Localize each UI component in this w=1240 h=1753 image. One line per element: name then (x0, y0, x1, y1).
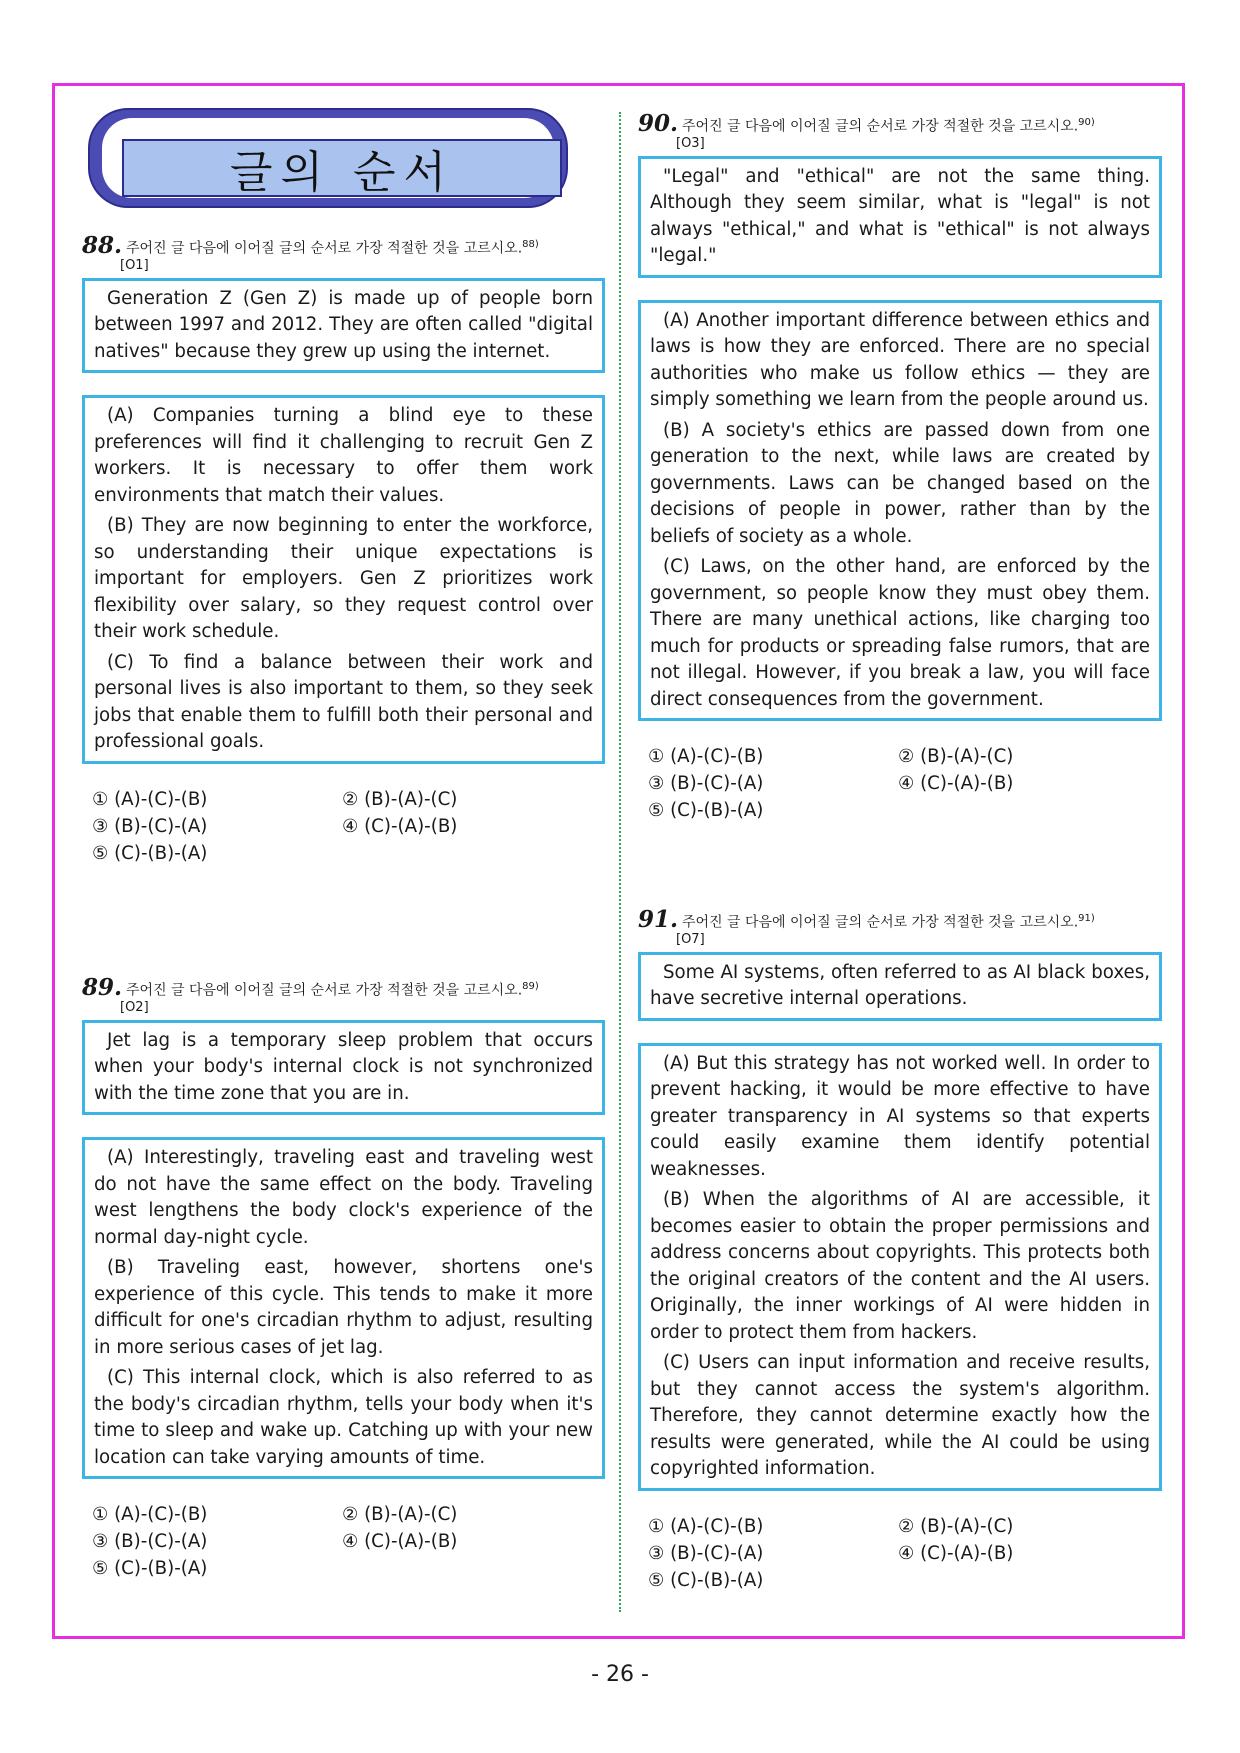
question-number: 90. (638, 109, 679, 137)
paragraph-c: (C) This internal clock, which is also referred to as the body's circadian rhythm, tells your body when it's time to sleep and wake up. Catching up with your new location can take varying amounts of time. (94, 1367, 593, 1468)
question-header (638, 905, 1162, 948)
answer-options (82, 786, 605, 867)
option-5[interactable]: ⑤ (C)-(B)-(A) (648, 800, 764, 822)
paragraph-c: (C) To find a balance between their work and personal lives is also important to them, so they seek jobs that enable them to fulfill both their personal and professional goals. (94, 651, 593, 753)
section-title: 글의 순서 (229, 147, 454, 198)
option-3[interactable]: ③ (B)-(C)-(A) (92, 815, 208, 837)
question-instruction: 주어진 글 다음에 이어질 글의 순서로 가장 적절한 것을 고르시오. (682, 118, 1079, 135)
option-2[interactable]: ② (B)-(A)-(C) (898, 1515, 1014, 1537)
answer-options (82, 1501, 605, 1582)
question-90 (638, 109, 1162, 824)
question-number: 89. (82, 973, 123, 1001)
question-instruction: 주어진 글 다음에 이어질 글의 순서로 가장 적절한 것을 고르시오. (126, 982, 523, 999)
question-tag: [O1] (120, 257, 149, 273)
option-2[interactable]: ② (B)-(A)-(C) (898, 746, 1014, 768)
paragraph-box (638, 300, 1162, 722)
option-5[interactable]: ⑤ (C)-(B)-(A) (92, 842, 208, 864)
paragraph-a: (A) Another important difference between ethics and laws is how they are enforced. There are no special authorities who make us follow ethics — they are simply something we learn from the people around us. (650, 309, 1150, 411)
question-89 (82, 973, 605, 1582)
paragraph-b: (B) Traveling east, however, shortens one's experience of this cycle. This tends to make it more difficult for one's circadian rhythm to adjust, resulting in more serious cases of jet lag. (94, 1257, 593, 1358)
question-header (82, 973, 605, 1016)
question-number: 88. (82, 231, 123, 259)
given-passage (638, 952, 1162, 1021)
answer-options (638, 1513, 1162, 1594)
given-text: Generation Z (Gen Z) is made up of people born between 1997 and 2012. They are often called "digital natives" because they grew up using the internet. (94, 287, 593, 362)
question-number: 91. (638, 905, 679, 933)
question-tag: [O7] (676, 931, 705, 947)
footnote-mark: 89) (522, 981, 539, 992)
option-5[interactable]: ⑤ (C)-(B)-(A) (92, 1558, 208, 1580)
question-instruction: 주어진 글 다음에 이어질 글의 순서로 가장 적절한 것을 고르시오. (682, 914, 1079, 931)
paragraph-b: (B) They are now beginning to enter the workforce, so understanding their unique expectations is important for employers. Gen Z prioritizes work flexibility over salary, so they request control over their work schedule. (94, 515, 593, 643)
option-4[interactable]: ④ (C)-(A)-(B) (898, 773, 1014, 795)
paragraph-b: (B) A society's ethics are passed down from one generation to the next, while laws are created by governments. Laws can be changed based on the decisions of people in power, rather than by the beliefs of society as a whole. (650, 419, 1150, 547)
question-instruction: 주어진 글 다음에 이어질 글의 순서로 가장 적절한 것을 고르시오. (126, 240, 523, 257)
option-4[interactable]: ④ (C)-(A)-(B) (342, 815, 458, 837)
given-passage (82, 1020, 605, 1116)
paragraph-a: (A) Companies turning a blind eye to these preferences will find it challenging to recruit Gen Z workers. It is necessary to offer them work environments that match their values. (94, 405, 593, 506)
paragraph-a: (A) But this strategy has not worked well. In order to prevent hacking, it would be more effective to have greater transparency in AI systems so that experts could easily examine them identify potential weaknesses. (650, 1052, 1150, 1180)
given-passage (638, 156, 1162, 278)
option-2[interactable]: ② (B)-(A)-(C) (342, 788, 458, 810)
question-88 (82, 231, 605, 867)
option-1[interactable]: ① (A)-(C)-(B) (648, 746, 764, 768)
option-3[interactable]: ③ (B)-(C)-(A) (648, 1542, 764, 1564)
footnote-mark: 88) (522, 239, 539, 250)
paragraph-box (82, 395, 605, 764)
option-1[interactable]: ① (A)-(C)-(B) (92, 1504, 208, 1526)
page-number: - 26 - (591, 1662, 649, 1687)
paragraph-box (638, 1043, 1162, 1491)
question-tag: [O2] (120, 999, 149, 1015)
given-text: Some AI systems, often referred to as AI black boxes, have secretive internal operations. (650, 961, 1150, 1010)
option-1[interactable]: ① (A)-(C)-(B) (92, 788, 208, 810)
column-divider (619, 112, 621, 1612)
given-text: Jet lag is a temporary sleep problem that occurs when your body's internal clock is not synchronized with the time zone that you are in. (94, 1029, 593, 1104)
paragraph-b: (B) When the algorithms of AI are accessible, it becomes easier to obtain the proper permissions and address concerns about copyrights. This protects both the original creators of the content and the AI users. Originally, the inner workings of AI were hidden in order to protect them from hackers. (650, 1189, 1150, 1343)
given-passage (82, 278, 605, 374)
option-2[interactable]: ② (B)-(A)-(C) (342, 1504, 458, 1526)
option-3[interactable]: ③ (B)-(C)-(A) (648, 773, 764, 795)
answer-options (638, 743, 1162, 824)
option-4[interactable]: ④ (C)-(A)-(B) (342, 1531, 458, 1553)
option-1[interactable]: ① (A)-(C)-(B) (648, 1515, 764, 1537)
paragraph-c: (C) Laws, on the other hand, are enforced by the government, so people know they must obey them. There are many unethical actions, like charging too much for products or spreading false rumors, that are not illegal. However, if you break a law, you will face direct consequences from the government. (650, 556, 1150, 710)
paragraph-c: (C) Users can input information and receive results, but they cannot access the system's algorithm. Therefore, they cannot determine exactly how the results were generated, while the AI could be using copyrighted information. (650, 1352, 1150, 1480)
footnote-mark: 91) (1078, 913, 1095, 924)
question-91 (638, 905, 1162, 1594)
question-header (82, 231, 605, 274)
question-tag: [O3] (676, 135, 705, 151)
option-3[interactable]: ③ (B)-(C)-(A) (92, 1531, 208, 1553)
paragraph-box (82, 1137, 605, 1479)
section-title-banner (88, 108, 568, 208)
option-4[interactable]: ④ (C)-(A)-(B) (898, 1542, 1014, 1564)
question-header (638, 109, 1162, 152)
option-5[interactable]: ⑤ (C)-(B)-(A) (648, 1569, 764, 1591)
given-text: "Legal" and "ethical" are not the same thing. Although they seem similar, what is "legal" is not always "ethical," and what is "ethical" is not always "legal." (650, 165, 1150, 267)
footnote-mark: 90) (1078, 117, 1095, 128)
paragraph-a: (A) Interestingly, traveling east and traveling west do not have the same effect on the body. Traveling west lengthens the body clock's experience of the normal day-night cycle. (94, 1147, 593, 1248)
